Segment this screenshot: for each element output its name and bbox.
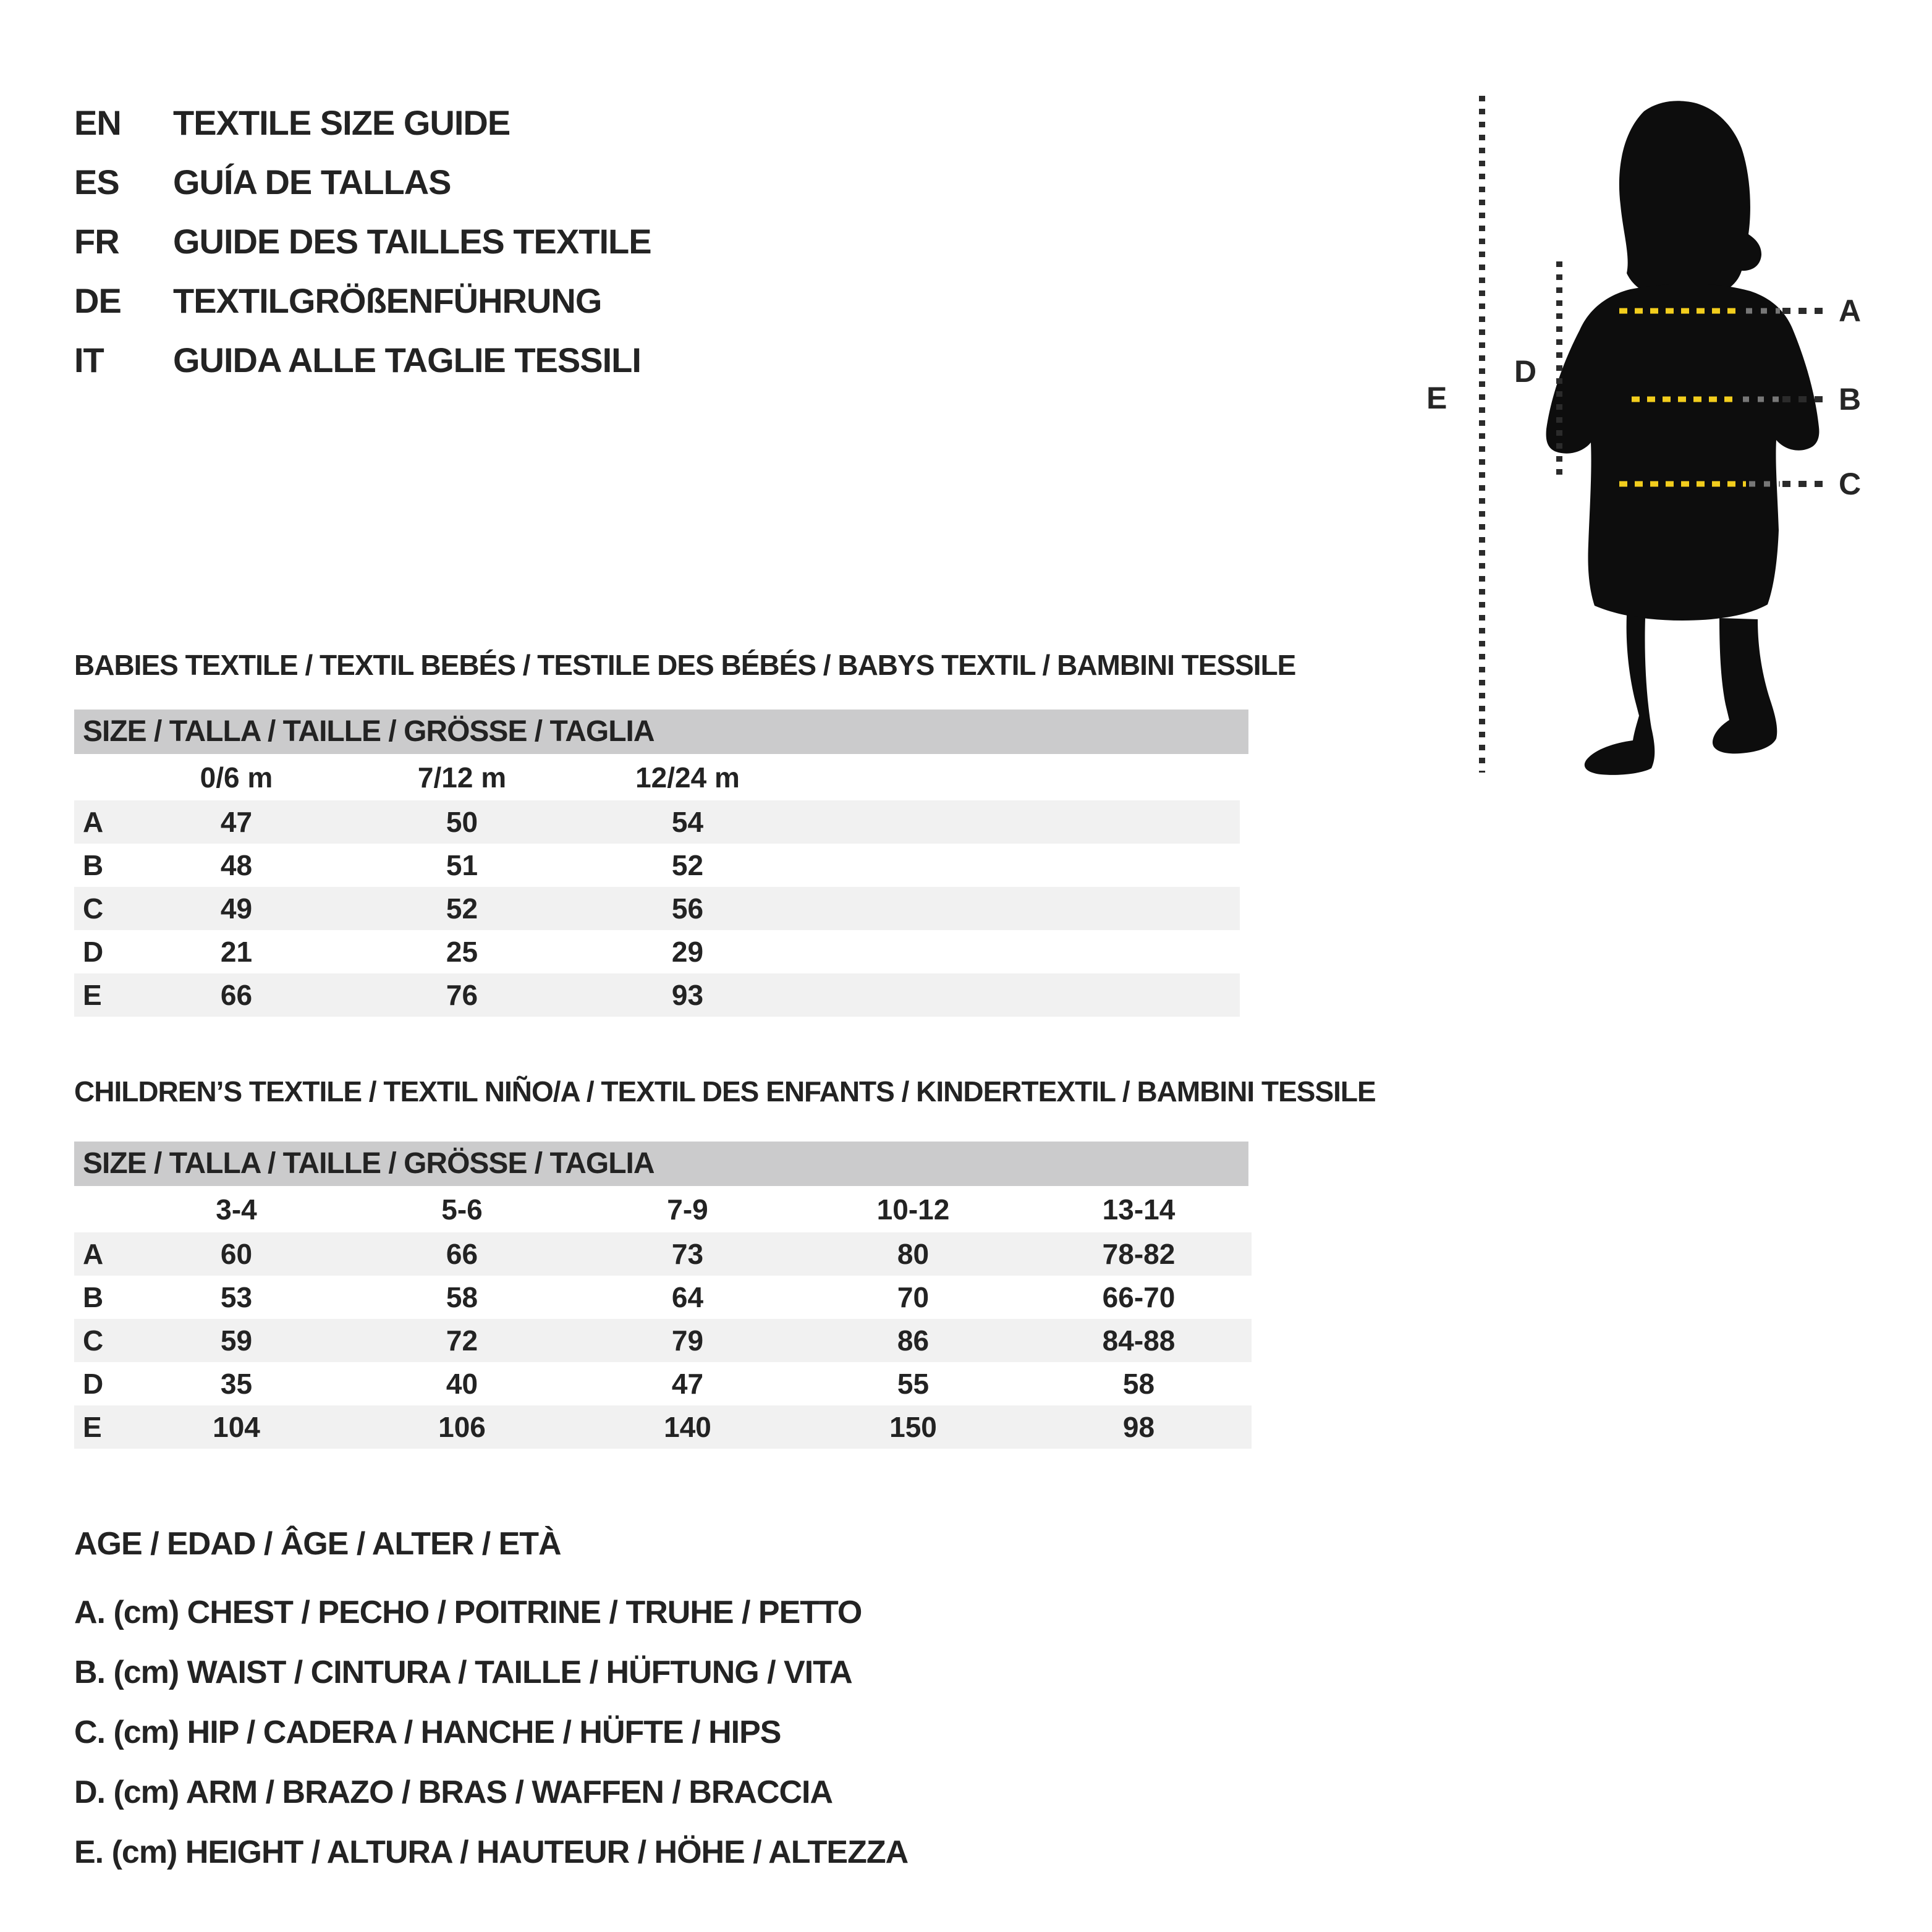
table-cell: 47 <box>671 1368 704 1400</box>
table-row <box>74 1362 1252 1405</box>
table-cell: 35 <box>220 1368 253 1400</box>
language-title: TEXTILGRÖßENFÜHRUNG <box>173 281 602 320</box>
table-cell: 49 <box>220 892 253 925</box>
measurement-legend <box>74 1514 908 1883</box>
column-header: 7-9 <box>667 1193 708 1226</box>
legend-item: A. (cm) CHEST / PECHO / POITRINE / TRUHE / PETTO <box>74 1595 862 1630</box>
table-row <box>74 887 1240 930</box>
table-row <box>74 973 1240 1017</box>
table-cell: 78-82 <box>1102 1238 1176 1270</box>
language-row-es <box>74 152 651 211</box>
language-title: GUIDE DES TAILLES TEXTILE <box>173 221 651 261</box>
waist-label: B <box>1839 382 1862 417</box>
legend-item: B. (cm) WAIST / CINTURA / TAILLE / HÜFTUNG / VITA <box>74 1654 852 1690</box>
language-code: IT <box>74 340 104 379</box>
row-label: E <box>83 1411 102 1443</box>
column-header-row <box>74 754 1240 800</box>
babies-section-title: BABIES TEXTILE / TEXTIL BEBÉS / TESTILE DES BÉBÉS / BABYS TEXTIL / BAMBINI TESSILE <box>74 649 1296 681</box>
filler-cell <box>800 887 1240 930</box>
table-row <box>74 1276 1252 1319</box>
language-code: DE <box>74 281 121 320</box>
table-cell: 93 <box>671 979 704 1011</box>
row-label: D <box>83 1368 104 1400</box>
table-row <box>74 1319 1252 1362</box>
table-row <box>74 844 1240 887</box>
table-cell: 48 <box>220 849 253 881</box>
babies-size-table <box>74 754 1240 1017</box>
table-cell: 52 <box>671 849 704 881</box>
table-cell: 72 <box>446 1324 478 1357</box>
language-code: FR <box>74 221 119 261</box>
language-title: GUÍA DE TALLAS <box>173 162 451 201</box>
table-row <box>74 800 1240 844</box>
table-row <box>74 930 1240 973</box>
silhouette-torso <box>1546 284 1820 621</box>
table-cell: 80 <box>897 1238 930 1270</box>
column-header: 3-4 <box>216 1193 257 1226</box>
table-cell: 140 <box>664 1411 711 1443</box>
table-cell: 86 <box>897 1324 930 1357</box>
row-label: C <box>83 892 104 925</box>
legend-age-line: AGE / EDAD / ÂGE / ALTER / ETÀ <box>74 1526 561 1562</box>
language-title: GUIDA ALLE TAGLIE TESSILI <box>173 340 641 379</box>
column-header: 7/12 m <box>417 761 507 794</box>
column-header: 5-6 <box>441 1193 483 1226</box>
table-cell: 150 <box>889 1411 937 1443</box>
column-header: 0/6 m <box>200 761 273 794</box>
table-cell: 59 <box>220 1324 253 1357</box>
children-section-title: CHILDREN’S TEXTILE / TEXTIL NIÑO/A / TEXTIL DES ENFANTS / KINDERTEXTIL / BAMBINI TESSILE <box>74 1075 1376 1108</box>
children-size-header-bar: SIZE / TALLA / TAILLE / GRÖSSE / TAGLIA <box>74 1142 1248 1186</box>
table-cell: 47 <box>220 806 253 838</box>
filler-cell <box>800 800 1240 844</box>
table-cell: 76 <box>446 979 478 1011</box>
child-silhouette <box>1546 101 1820 775</box>
row-label: A <box>83 1238 104 1270</box>
hip-label: C <box>1839 467 1862 501</box>
table-cell: 40 <box>446 1368 478 1400</box>
table-cell: 58 <box>1122 1368 1155 1400</box>
table-cell: 55 <box>897 1368 930 1400</box>
filler-cell <box>800 754 1240 800</box>
table-cell: 56 <box>671 892 704 925</box>
height-label: E <box>1426 381 1447 415</box>
table-cell: 79 <box>671 1324 704 1357</box>
table-cell: 84-88 <box>1102 1324 1176 1357</box>
filler-cell <box>800 844 1240 887</box>
legend-item: C. (cm) HIP / CADERA / HANCHE / HÜFTE / HIPS <box>74 1714 781 1750</box>
language-list <box>74 93 651 389</box>
children-size-table <box>74 1186 1252 1449</box>
filler-cell <box>800 973 1240 1017</box>
legend-item: D. (cm) ARM / BRAZO / BRAS / WAFFEN / BRACCIA <box>74 1774 833 1810</box>
table-cell: 53 <box>220 1281 253 1313</box>
corner-cell <box>74 754 124 800</box>
arm-label: D <box>1514 354 1537 389</box>
table-cell: 104 <box>213 1411 260 1443</box>
table-cell: 60 <box>220 1238 253 1270</box>
table-cell: 54 <box>671 806 704 838</box>
row-label: C <box>83 1324 104 1357</box>
chest-label: A <box>1839 294 1862 328</box>
table-cell: 58 <box>446 1281 478 1313</box>
column-header: 12/24 m <box>635 761 740 794</box>
table-cell: 51 <box>446 849 478 881</box>
table-cell: 50 <box>446 806 478 838</box>
table-cell: 106 <box>438 1411 486 1443</box>
column-header-row <box>74 1186 1252 1232</box>
silhouette-right-leg <box>1713 618 1777 753</box>
legend-item: E. (cm) HEIGHT / ALTURA / HAUTEUR / HÖHE / ALTEZZA <box>74 1834 909 1870</box>
silhouette-head <box>1619 101 1761 300</box>
table-cell: 70 <box>897 1281 930 1313</box>
row-label: B <box>83 1281 104 1313</box>
table-cell: 25 <box>446 936 478 968</box>
language-title: TEXTILE SIZE GUIDE <box>173 103 511 142</box>
column-header: 13-14 <box>1102 1193 1176 1226</box>
table-row <box>74 1405 1252 1449</box>
table-cell: 98 <box>1122 1411 1155 1443</box>
language-row-de <box>74 271 651 330</box>
table-cell: 29 <box>671 936 704 968</box>
table-cell: 64 <box>671 1281 704 1313</box>
filler-cell <box>800 930 1240 973</box>
language-row-it <box>74 330 651 389</box>
row-label: A <box>83 806 104 838</box>
table-cell: 66 <box>220 979 253 1011</box>
table-cell: 66 <box>446 1238 478 1270</box>
language-code: ES <box>74 162 119 201</box>
language-row-en <box>74 93 651 152</box>
table-cell: 21 <box>220 936 253 968</box>
table-cell: 52 <box>446 892 478 925</box>
language-code: EN <box>74 103 121 142</box>
table-cell: 66-70 <box>1102 1281 1176 1313</box>
child-silhouette-diagram <box>1403 37 1897 785</box>
silhouette-left-leg <box>1585 615 1654 775</box>
table-cell: 73 <box>671 1238 704 1270</box>
corner-cell <box>74 1186 124 1232</box>
row-label: D <box>83 936 104 968</box>
language-row-fr <box>74 211 651 271</box>
table-row <box>74 1232 1252 1276</box>
column-header: 10-12 <box>876 1193 950 1226</box>
row-label: E <box>83 979 102 1011</box>
row-label: B <box>83 849 104 881</box>
babies-size-header-bar: SIZE / TALLA / TAILLE / GRÖSSE / TAGLIA <box>74 710 1248 754</box>
